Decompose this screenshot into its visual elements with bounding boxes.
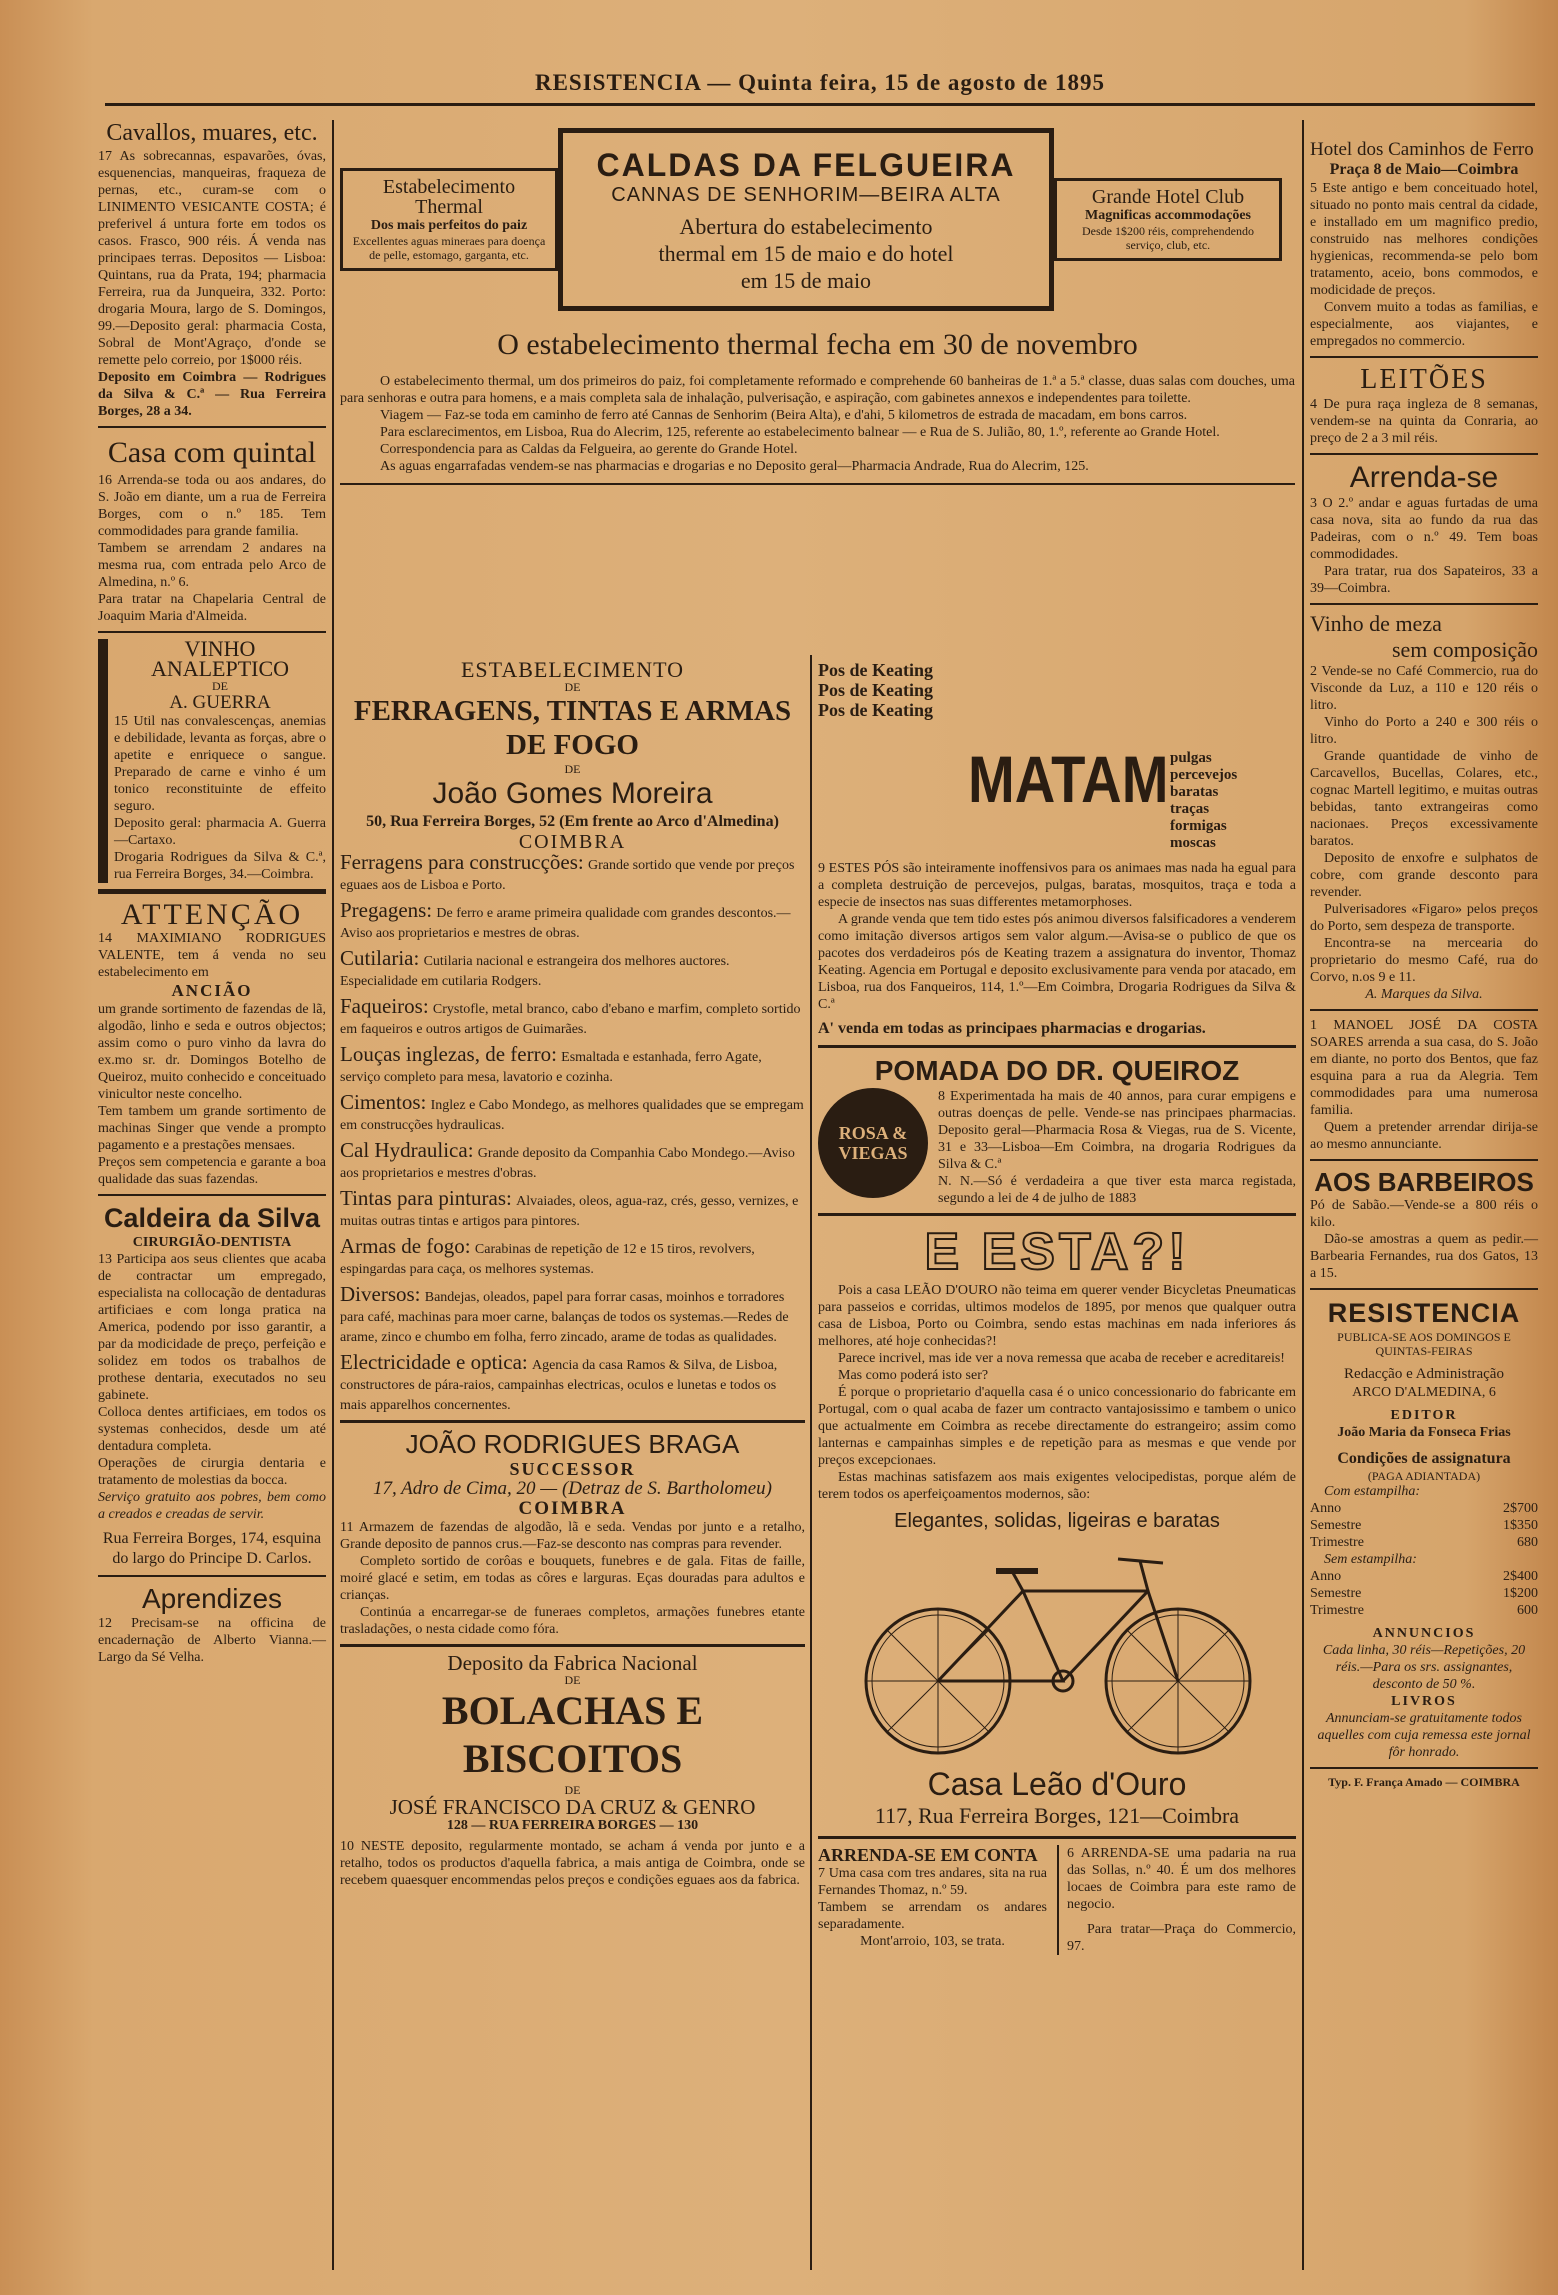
ferragens-item [340,948,805,990]
pest: baratas [1170,784,1219,800]
pest: percevejos [1170,767,1238,783]
ad-title: Cavallos, muares, etc. [106,120,318,146]
item-label: Diversos: [340,1282,421,1306]
ad-text: Deposito geral: pharmacia A. Guerra—Cartaxo. [114,816,326,848]
matam-headline: MATAM [968,742,1169,816]
ad-title: POMADA DO DR. QUEIROZ [874,1055,1240,1086]
ad-addr: Praça 8 de Maio—Coimbra [1329,161,1519,178]
ad-de: DE [564,762,581,776]
annuncios-text: Cada linha, 30 réis—Repetições, 20 réis.—Para os srs. assignantes, desconto de 50 %. [1322,1643,1526,1692]
ad-addr: 17, Adro de Cima, 20 — (Detraz de S. Bartholomeu) [373,1478,772,1499]
keating-line: Pos de Keating [818,660,933,680]
item-text: Agencia da casa Ramos & Silva, de Lisboa, constructores de pára-raios, campainhas electricas, oculos e lunetas e todos os mais apparelhos concernentes. [340,1358,778,1413]
ad-name: A. GUERRA [169,692,271,713]
ad-text: 2 Vende-se no Café Commercio, rua do Visconde da Luz, a 110 e 120 réis o litro. [1310,664,1538,713]
ad-text: Grande quantidade de vinho de Carcavellos, Bucellas, Colares, etc., cognac Martell legitimo, e muitas outras bebidas, tanto extrangeiras como nacionaes. Preços excessivamente baratos. [1310,749,1538,849]
ad-title: JOÃO RODRIGUES BRAGA [405,1429,740,1459]
ferragens-item [340,1188,805,1230]
masthead: RESISTENCIA — Quinta feira, 15 de agosto de 1895 [534,70,1106,95]
ad-title: ESTABELECIMENTO [460,657,685,682]
ad-text: Mas como poderá isto ser? [838,1368,989,1383]
ad-sub: sem composição [1391,637,1538,662]
item-label: Armas de fogo: [340,1234,471,1258]
item-label: Louças inglezas, de ferro: [340,1042,557,1066]
ad-addr: 128 — RUA FERREIRA BORGES — 130 [446,1818,699,1833]
ad-text: 4 De pura raça ingleza de 8 semanas, vendem-se na quinta da Conraria, ao preço de 2 a 3 mil réis. [1310,397,1538,446]
ad-title: E ESTA?! [924,1223,1190,1281]
item-text: De ferro e arame primeira qualidade com grandes descontos.—Aviso aos proprietarios e mestres de obras. [340,906,791,941]
ad-text: 9 ESTES PÓS são inteiramente inoffensivos para os animaes mas nada ha egual para a completa destruição de percevejos, pulgas, baratas, mosquitos, traça e toda a especie de insectos nas suas differentes metamorphoses. [818,861,1296,910]
ad-caldeira-silva [98,1202,326,1569]
ad-text: Vinho do Porto a 240 e 300 réis o litro. [1310,715,1538,747]
ferragens-item [340,1284,805,1346]
price-label: Trimestre [1310,1535,1364,1550]
item-label: Ferragens para construcções: [340,850,584,874]
ad-title: Hotel dos Caminhos de Ferro [1310,139,1534,160]
annuncios-title: ANNUNCIOS [1372,1626,1476,1641]
ad-text: 6 ARRENDA-SE uma padaria na rua das Sollas, n.º 40. É um dos melhores locaes de Coimbra para este ramo de negocio. [1067,1846,1296,1912]
ad-de: DE [564,680,581,694]
ad-slogan: Elegantes, solidas, ligeiras e baratas [894,1510,1220,1532]
caldas-right-title: Grande Hotel Club [1091,186,1245,208]
ad-title: ARRENDA-SE EM CONTA [818,1845,1038,1865]
ad-text: É porque o proprietario d'aquella casa é o unico concessionario do fabricante em Portugal, com o qual acaba de fazer um contracto vantajosissimo e tambem o unico que actualmente em Coimbra as recebe directamente do estrangeiro; assim como lanternas e campainhas simples e de repetição para as mesmas e que vende por preços excepcionaes. [818,1385,1296,1468]
ad-text: 3 O 2.º andar e aguas furtadas de uma casa nova, sita ao fundo da rua das Padeiras, com o n.º 49. Tem boas commodidades. [1310,496,1538,562]
ferragens-items [340,852,805,1414]
ad-text: Serviço gratuito aos pobres, bem como a creados e creadas de servir. [98,1490,326,1522]
caldas-headline: O estabelecimento thermal fecha em 30 de novembro [497,328,1138,361]
item-text: Esmaltada e estanhada, ferro Agate, serviço completo para mesa, lavatorio e cozinha. [340,1050,762,1085]
rosa-viegas-seal-icon [818,1088,928,1198]
ad-text: 8 Experimentada ha mais de 40 annos, para curar empigens e outras doenças de pelle. Vende-se nas principaes pharmacias. Deposito geral—Pharmacia Rosa & Viegas, rua de S. Vicente, 31 e 33—Lisboa—Em Coimbra, na drogaria Rodrigues da Silva & C.ª [938,1089,1296,1172]
ad-city: COIMBRA [518,1498,627,1519]
price-row [1310,1568,1538,1585]
ad-aprendizes [98,1583,326,1666]
ad-text: Drogaria Rodrigues da Silva & C.ª, rua Ferreira Borges, 34.—Coimbra. [114,850,326,882]
caldas-right-sub: Magnificas accommodações [1084,208,1252,223]
price-label: Semestre [1310,1586,1362,1601]
paper-pub: PUBLICA-SE AOS DOMINGOS E QUINTAS-FEIRAS [1337,1330,1511,1358]
masthead-rule [105,103,1535,106]
ad-text: 13 Participa aos seus clientes que acaba de contractar um empregado, especialista na collocação de dentaduras artificiaes e com longa pratica na America, podendo por isso garantir, a par da modicidade de preço, perfeição e solidez em todos os trabalhos de prothese dentaria, executados no seu gabinete. [98,1252,326,1403]
ad-text: Pó de Sabão.—Vende-se a 800 réis o kilo. [1310,1198,1538,1230]
caldas-p2: Viagem — Faz-se toda em caminho de ferro até Cannas de Senhorim (Beira Alta), e d'ahi, 5 kilometros de estrada de macadam, em bons carros. [380,408,1188,423]
ferragens-item [340,996,805,1038]
ad-text: Tambem se arrendam 2 andares na mesma rua, com entrada pelo Arco de Almedina, n.º 6. [98,541,326,590]
ad-text: Estas machinas satisfazem aos mais exigentes velocipedistas, porque além de terem todos os aperfeiçoamentos modernos, são: [818,1470,1296,1502]
ad-addr: Rua Ferreira Borges, 174, esquina do largo do Principe D. Carlos. [102,1530,322,1567]
ad-name: JOSÉ FRANCISCO DA CRUZ & GENRO [389,1795,756,1819]
ad-casa-quintal [98,434,326,625]
item-text: Carabinas de repetição de 12 e 15 tiros, revolvers, espingardas para caça, os melhores systemas. [340,1242,755,1277]
price-row [1310,1500,1538,1517]
ad-text: 1 MANOEL JOSÉ DA COSTA SOARES arrenda a sua casa, do S. João em diante, no porto dos Bentos, que faz esquina para a rua da Alegria. Tem commodidades para uma numerosa familia. [1310,1018,1538,1118]
ad-text: 17 As sobrecannas, espavarões, óvas, esquenencias, manqueiras, fraqueza de pernas, etc., curam-se com o LINIMENTO VESICANTE COSTA; é preferivel á untura forte em todos os casos. Frasco, 900 réis. Á venda nas principaes terras. Depositos — Lisboa: Quintans, rua da Prata, 194; pharmacia Ferreira, rua da Junqueira, 332. Porto: drogaria Moura, largo de S. Domingos, 99.—Deposito geral: pharmacia Costa, Sobral de Mont'Agraço, d'onde se remette pelo correio, por 1$000 réis. [98,149,326,368]
price-heading: Com estampilha: [1324,1484,1421,1499]
price-value: 680 [1517,1535,1538,1550]
ferragens-item [340,1140,805,1182]
ferragens-item [340,1352,805,1414]
price-row [1310,1517,1538,1534]
ad-name: João Gomes Moreira [432,777,713,810]
pest: pulgas [1170,750,1212,766]
paper-paga: (PAGA ADIANTADA) [1367,1469,1481,1483]
arrenda-row [818,1845,1296,1955]
column-1 [98,118,326,1672]
ad-title: Arrenda-se [1349,461,1499,494]
caldas-left-title: Estabelecimento Thermal [382,176,516,218]
column-3 [818,660,1296,1955]
item-label: Cutilaria: [340,946,420,970]
ad-title: Caldeira da Silva [103,1203,321,1233]
pests-list [1170,750,1237,852]
caldas-left-sub: Dos mais perfeitos do paiz [370,218,528,233]
ad-cavallos [98,118,326,420]
keating-line: Pos de Keating [818,700,933,720]
ad-text: 15 Util nas convalescenças, anemias e debilidade, levanta as forças, abre o apetite e enriquece o sangue. Preparado de carne e vinho é um tonico reconstituinte de effeito seguro. [114,714,326,814]
ad-head: BOLACHAS E BISCOITOS [441,1688,704,1781]
ad-casa: Casa Leão d'Ouro [927,1766,1187,1802]
ad-place: ANCIÃO [171,981,253,1000]
ad-text: 14 MAXIMIANO RODRIGUES VALENTE, tem á venda no seu estabelecimento em [98,931,326,980]
ferragens-item [340,900,805,942]
column-rule-3 [1302,120,1304,2270]
ad-addr: 50, Rua Ferreira Borges, 52 (Em frente ao Arco d'Almedina) [366,813,779,830]
paper-title: RESISTENCIA [1327,1298,1521,1328]
ad-text: Para tratar na Chapelaria Central de Joaquim Maria d'Almeida. [98,592,326,624]
ad-title: Vinho de meza [1310,611,1442,636]
ad-text: Pulverisadores «Figaro» pelos preços do Porto, sem despeza de transporte. [1310,902,1538,934]
seal-text: ROSA & VIEGAS [838,1123,908,1163]
item-label: Electricidade e optica: [340,1350,528,1374]
ad-title: AOS BARBEIROS [1314,1167,1534,1197]
ad-text: Preços sem competencia e garante a boa qualidade das suas fazendas. [98,1155,326,1187]
caldas-p5: As aguas engarrafadas vendem-se nas pharmacias e drogarias e no Deposito geral—Pharmacia Andrade, Rua do Alecrim, 125. [380,459,1089,474]
item-label: Tintas para pinturas: [340,1186,512,1210]
paper-red: Redacção e Administração [1344,1366,1504,1382]
pest: traças [1170,801,1210,817]
keating-line: Pos de Keating [818,680,933,700]
bicycle-icon [818,1531,1296,1761]
item-label: Cimentos: [340,1090,427,1114]
ad-attencao [98,900,326,1188]
ad-caldas-felgueira [340,128,1295,491]
ad-text: Dão-se amostras a quem as pedir.—Barbearia Fernandes, rua dos Gatos, 13 a 15. [1310,1232,1538,1281]
ad-text: A' venda em todas as principaes pharmacias e drogarias. [818,1020,1206,1037]
ad-text: 7 Uma casa com tres andares, sita na rua Fernandes Thomaz, n.º 59. [818,1866,1047,1898]
ad-text: Para tratar—Praça do Commercio, 97. [1067,1922,1296,1954]
paper-cond: Condições de assignatura [1337,1450,1511,1467]
livros-text: Annunciam-se gratuitamente todos aquelles com cuja remessa este jornal fôr honrado. [1317,1711,1531,1760]
price-label: Trimestre [1310,1603,1364,1618]
ad-vinho-analeptico [98,636,326,883]
ad-arrenda-padaria [1057,1845,1296,1955]
ferragens-item [340,1044,805,1086]
ad-text: Colloca dentes artificiaes, em todos os systemas conhecidos, desde um até dentadura completa. [98,1405,326,1454]
price-value: 2$700 [1503,1501,1538,1516]
price-row [1310,1602,1538,1619]
pest: formigas [1170,818,1227,834]
price-heading: Sem estampilha: [1324,1552,1417,1567]
ad-de: DE [564,1673,581,1687]
ad-title: Aprendizes [141,1583,283,1614]
ad-title: ATTENÇÃO [120,898,304,931]
ad-text: Mont'arroio, 103, se trata. [860,1934,1005,1949]
ad-title: Deposito da Fabrica Nacional [447,1651,698,1675]
pomada-body [818,1088,1296,1207]
column-rule-1 [332,120,334,2270]
price-value: 1$200 [1503,1586,1538,1601]
ferragens-item [340,1092,805,1134]
column-4 [1310,140,1538,1789]
ad-text: Completo sortido de corôas e bouquets, funebres e de gala. Fitas de faille, moiré glacé e setim, em todas as côres e larguras. Eças douradas para adultos e crianças. [340,1554,805,1603]
caldas-center-box [558,128,1054,311]
caldas-p4: Correspondencia para as Caldas da Felgueira, ao gerente do Grande Hotel. [380,442,798,457]
ad-text: Para tratar, rua dos Sapateiros, 33 a 39—Coimbra. [1310,564,1538,596]
ad-text: A grande venda que tem tido estes pós animou diversos falsificadores a venderem como imitação diversos artigos sem valor algum.—Avisa-se o publico de que os pacotes dos verdadeiros pós de Keating trazem a assignatura do inventor, Thomaz Keating. Agencia em Portugal e deposito exclusivamente para venda por atacado, em Lisboa, rua dos Fanqueiros, 114, 1.º—Em Coimbra, Drogaria Rodrigues da Silva & C.ª [818,912,1296,1012]
item-text: Alvaiades, oleos, agua-raz, crés, gesso, vernizes, e muitas outras tintas e artigos para pintores. [340,1194,799,1229]
price-label: Anno [1310,1569,1342,1584]
ad-text: Quem a pretender arrendar dirija-se ao mesmo annunciante. [1310,1120,1538,1152]
ad-addr: 117, Rua Ferreira Borges, 121—Coimbra [874,1803,1240,1828]
caldas-p3: Para esclarecimentos, em Lisboa, Rua do Alecrim, 125, referente ao estabelecimento balnear — e Rua de S. Julião, 80, 1.º, referente ao Grande Hotel. [380,425,1220,440]
ad-head: FERRAGENS, TINTAS E ARMAS DE FOGO [353,695,792,761]
ad-text: 10 NESTE deposito, regularmente montado, se acham á venda por junto e a retalho, todos os productos d'aquella fabrica, a mais antiga de Coimbra, onde se recebem quaesquer encommendas pelos preços e condições eguaes aos da fabrica. [340,1839,805,1888]
ad-text: Encontra-se na mercearia do proprietario do mesmo Café, rua do Corvo, n.os 9 e 11. [1310,936,1538,985]
ad-text: 12 Precisam-se na officina de encadernação de Alberto Vianna.—Largo da Sé Velha. [98,1616,326,1665]
caldas-p1: O estabelecimento thermal, um dos primeiros do paiz, foi completamente reformado e comprehende 60 banheiras de 1.ª a 5.ª classe, duas salas com douches, uma para senhoras e outra para homens, e a mais completa sala de inhalação, pulverisação, e aspiração, com gabinetes annexos e independentes para toilette. [340,374,1295,406]
ad-title: VINHO ANALEPTICO [150,636,290,681]
ad-sub: SUCCESSOR [509,1459,636,1479]
ad-text: Tem tambem um grande sortimento de machinas Singer que vende a prompto pagamento e a prestações mensaes. [98,1104,326,1153]
ad-text: Tambem se arrendam os andares separadamente. [818,1900,1047,1932]
paper-addr: ARCO D'ALMEDINA, 6 [1352,1385,1496,1400]
item-label: Pregagens: [340,898,433,922]
price-row [1310,1534,1538,1551]
caldas-center-text: Abertura do estabelecimento thermal em 15 de maio e do hotel em 15 de maio [658,214,954,293]
ad-text: 11 Armazem de fazendas de algodão, lã e seda. Vendas por junto e a retalho, Grande deposito de pannos crus.—Faz-se desconto nas compras para revender. [340,1520,805,1552]
ad-text: Convem muito a todas as familias, e especialmente, aos viajantes, e empregados no commercio. [1310,300,1538,349]
column-2 [340,657,805,1889]
ad-sign: A. Marques da Silva. [1365,987,1483,1002]
item-text: Cutilaria nacional e estrangeira dos melhores auctores. Especialidade em cutilaria Rodgers. [340,954,730,989]
ad-text: Pois a casa LEÃO D'OURO não teima em querer vender Bicycletas Pneumaticas para passeios e corridas, ultimos modelos de 1895, por menos que qualquer outra casa de Lisboa, Porto ou Coimbra, sendo estas machinas em nada inferiores ás melhores, até hoje conhecidas?! [818,1283,1296,1349]
ferragens-item [340,852,805,894]
ferragens-item [340,1236,805,1278]
caldas-right-box [1054,178,1282,261]
caldas-left-box [340,168,558,271]
item-text: Grande sortido que vende por preços eguaes aos de Lisboa e Porto. [340,858,795,893]
ad-text: um grande sortimento de fazendas de lã, algodão, linho e seda e outros objectos; assim como o puro vinho da lavra do ex.mo sr. dr. Domingos Botelho de Queiroz, muito conhecido e conceituado vinicultor neste concelho. [98,1002,326,1102]
ad-text: 5 Este antigo e bem conceituado hotel, situado no ponto mais central da cidade, e installado em um magnifico predio, construido nas melhores condições hygienicas, recommenda-se pelo bom tratamento, aceio, bons commodos, e modicidade de preços. [1310,181,1538,298]
ad-text: Deposito em Coimbra — Rodrigues da Silva & C.ª — Rua Ferreira Borges, 28 a 34. [98,370,326,419]
ad-text: N. N.—Só é verdadeira a que tiver esta marca registada, segundo a lei de 4 de julho de 1883 [938,1174,1296,1206]
column-rule-2 [810,655,812,2270]
ad-de: DE [564,1783,581,1797]
item-text: Inglez e Cabo Mondego, as melhores qualidades que se empregam em construcções hydraulicas. [340,1098,804,1133]
ad-sub: CIRURGIÃO-DENTISTA [132,1235,292,1250]
price-value: 600 [1517,1603,1538,1618]
caldas-left-text: Excellentes aguas mineraes para doença de pelle, estomago, garganta, etc. [352,234,546,262]
price-value: 2$400 [1503,1569,1538,1584]
ad-text: Continúa a encarregar-se de funeraes completos, armações funebres etante trasladações, o nesta cidade como fóra. [340,1605,805,1637]
item-label: Cal Hydraulica: [340,1138,474,1162]
ad-text: 16 Arrenda-se toda ou aos andares, do S. João em diante, um a rua de Ferreira Borges, com o n.º 185. Tem commodidades para grande familia. [98,473,326,539]
price-label: Semestre [1310,1518,1362,1533]
ad-city: COIMBRA [518,831,627,853]
item-label: Faqueiros: [340,994,429,1018]
caldas-subtitle: CANNAS DE SENHORIM—BEIRA ALTA [611,184,1001,206]
paper-editor-name: João Maria da Fonseca Frias [1337,1425,1511,1440]
pest: moscas [1170,835,1216,851]
paper-editor-label: EDITOR [1390,1408,1458,1423]
ad-title: Casa com quintal [107,436,317,469]
caldas-title: CALDAS DA FELGUEIRA [596,147,1016,183]
ad-keating [818,660,1296,860]
price-row [1310,1585,1538,1602]
item-text: Bandejas, oleados, papel para forrar casas, moinhos e torradores para café, machinas para moer carne, balanças de todos os systemas.—Redes de arame, zinco e chumbo em folha, ferro zincado, arame de todas as qualidades. [340,1290,789,1345]
ad-text: Parece incrivel, mas ide ver a nova remessa que acaba de receber e acreditareis! [838,1351,1285,1366]
livros-title: LIVROS [1391,1694,1457,1709]
item-text: Grande deposito da Companhia Cabo Mondego.—Aviso aos proprietarios e mestres d'obras. [340,1146,795,1181]
typ-line: Typ. F. França Amado — COIMBRA [1328,1775,1520,1789]
ad-text: Operações de cirurgia dentaria e tratamento de molestias da bocca. [98,1456,326,1488]
caldas-right-text: Desde 1$200 réis, comprehendendo serviço, club, etc. [1082,224,1254,252]
price-value: 1$350 [1503,1518,1538,1533]
ad-text: Deposito de enxofre e sulphatos de cobre, com grande desconto para revender. [1310,851,1538,900]
ad-arrenda-conta [818,1845,1047,1955]
ad-de: DE [212,679,228,693]
item-text: Crystofle, metal branco, cabo d'ebano e marfim, completo sortido em faqueiros e outros artigos de Guimarães. [340,1002,801,1037]
ad-title: LEITÕES [1360,364,1488,395]
price-label: Anno [1310,1501,1342,1516]
